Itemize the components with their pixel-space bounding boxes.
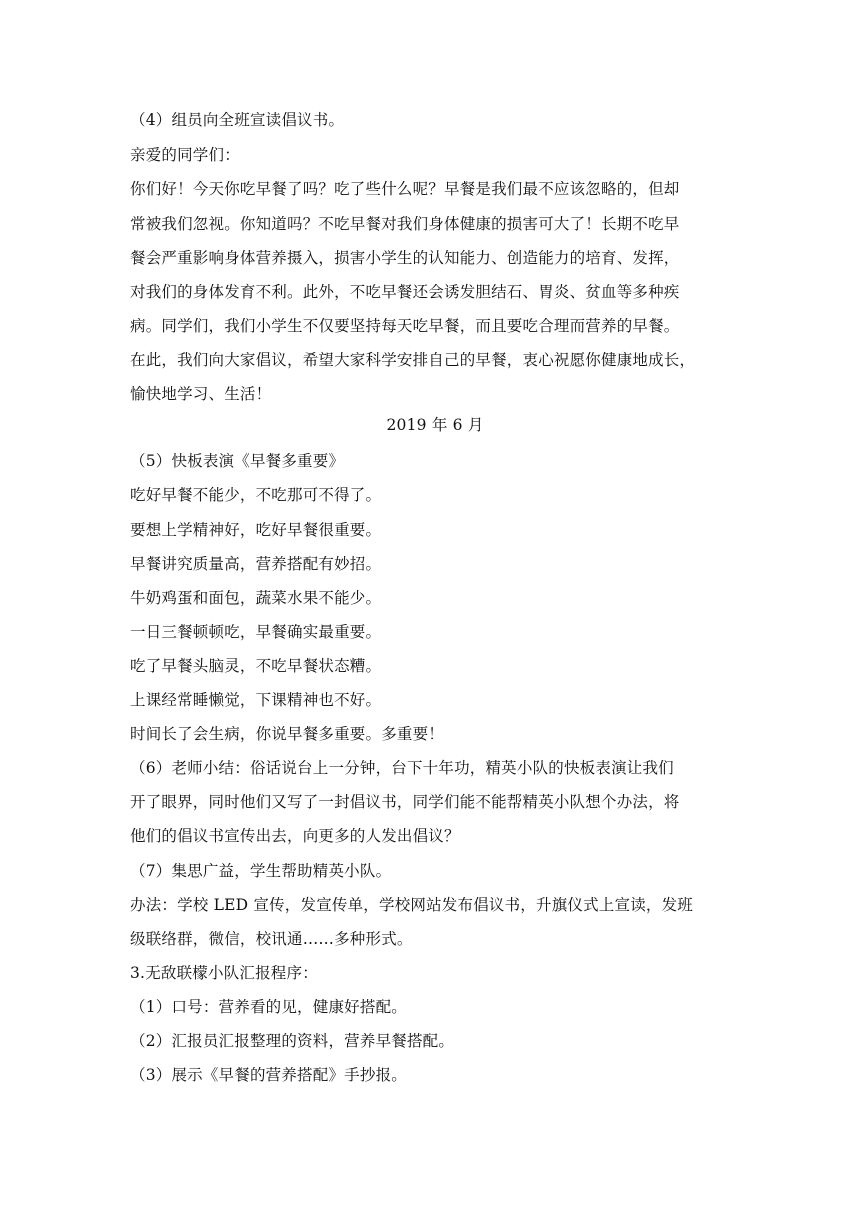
verse-line-5: 一日三餐顿顿吃，早餐确实最重要。 bbox=[130, 623, 382, 641]
step-6-line-3: 他们的倡议书宣传出去，向更多的人发出倡议？ bbox=[130, 827, 460, 845]
step-4-text: （4）组员向全班宣读倡议书。 bbox=[130, 111, 345, 129]
section-3-heading: 3.无敌联檬小队汇报程序： bbox=[130, 964, 318, 982]
verse-line-3: 早餐讲究质量高，营养搭配有妙招。 bbox=[130, 555, 382, 573]
proposal-line-7: 愉快地学习、生活！ bbox=[130, 385, 272, 403]
salutation: 亲爱的同学们： bbox=[130, 146, 240, 164]
verse-line-4: 牛奶鸡蛋和面包，蔬菜水果不能少。 bbox=[130, 589, 382, 607]
method-line-2: 级联络群，微信，校讯通……多种形式。 bbox=[130, 930, 413, 948]
proposal-date: 2019 年 6 月 bbox=[386, 416, 484, 434]
proposal-line-1: 你们好！今天你吃早餐了吗？吃了些什么呢？早餐是我们最不应该忽略的，但却 bbox=[130, 180, 680, 198]
step-7-text: （7）集思广益，学生帮助精英小队。 bbox=[130, 862, 392, 880]
proposal-line-5: 病。同学们，我们小学生不仅要坚持每天吃早餐，而且要吃合理而营养的早餐。 bbox=[130, 317, 680, 335]
step-6-line-1: （6）老师小结：俗话说台上一分钟，台下十年功，精英小队的快板表演让我们 bbox=[130, 759, 674, 777]
step-5-text: （5）快板表演《早餐多重要》 bbox=[130, 452, 345, 470]
method-line-1: 办法：学校 LED 宣传，发宣传单，学校网站发布倡议书，升旗仪式上宣读，发班 bbox=[130, 896, 693, 914]
verse-line-7: 上课经常睡懒觉，下课精神也不好。 bbox=[130, 691, 382, 709]
verse-line-1: 吃好早餐不能少，不吃那可不得了。 bbox=[130, 486, 382, 504]
proposal-line-2: 常被我们忽视。你知道吗？不吃早餐对我们身体健康的损害可大了！长期不吃早 bbox=[130, 215, 680, 233]
section-3-step-3: （3）展示《早餐的营养搭配》手抄报。 bbox=[130, 1066, 407, 1084]
verse-line-8: 时间长了会生病，你说早餐多重要。多重要！ bbox=[130, 725, 445, 743]
step-6-line-2: 开了眼界，同时他们又写了一封倡议书，同学们能不能帮精英小队想个办法，将 bbox=[130, 793, 680, 811]
proposal-line-6: 在此，我们向大家倡议，希望大家科学安排自己的早餐，衷心祝愿你健康地成长， bbox=[130, 351, 696, 369]
verse-line-2: 要想上学精神好，吃好早餐很重要。 bbox=[130, 521, 382, 539]
section-3-step-2: （2）汇报员汇报整理的资料，营养早餐搭配。 bbox=[130, 1032, 455, 1050]
proposal-line-4: 对我们的身体发育不利。此外，不吃早餐还会诱发胆结石、胃炎、贫血等多种疾 bbox=[130, 283, 680, 301]
section-3-step-1: （1）口号：营养看的见，健康好搭配。 bbox=[130, 998, 407, 1016]
verse-line-6: 吃了早餐头脑灵，不吃早餐状态糟。 bbox=[130, 657, 382, 675]
proposal-line-3: 餐会严重影响身体营养摄入，损害小学生的认知能力、创造能力的培育、发挥， bbox=[130, 249, 680, 267]
